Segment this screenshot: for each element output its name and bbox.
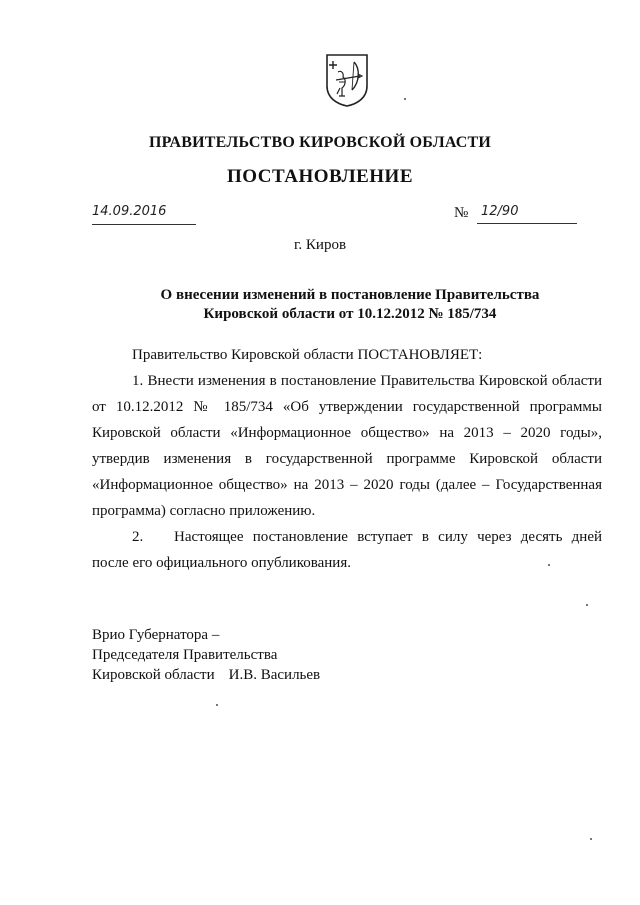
document-date: 14.09.2016 [92,204,196,225]
organization-title: ПРАВИТЕЛЬСТВО КИРОВСКОЙ ОБЛАСТИ [148,134,492,151]
document-type-title: ПОСТАНОВЛЕНИЕ [226,166,414,187]
signature-line-3 [92,665,320,685]
signature-line-1: Врио Губернатора – [92,627,220,643]
document-body [92,342,602,576]
scan-speck [548,564,550,566]
document-number: 12/90 [477,204,577,224]
scan-speck [586,604,588,606]
document-city: г. Киров [293,237,347,253]
scan-speck [590,838,592,840]
subject-line-2: Кировской области от 10.12.2012 № 185/734 [203,306,497,322]
signature-region: Кировской области [92,667,215,683]
document-number-label: № [454,205,469,221]
signatory-name: И.В. Васильев [228,667,321,683]
item-2-number: 2. [132,529,144,545]
intro-paragraph: Правительство Кировской области ПОСТАНОВЛЯЕТ: [132,347,483,363]
signature-block [92,625,320,685]
item-1-paragraph: 1. Внести изменения в постановление Правительства Кировской области от 10.12.2012 № 185/734 «Об утверждении государственной программы Кировской области «Информационное общество» на 2013 – 2020 годы», утвердив изменения в государственной программе Кировской области «Информационное общество» на 2013 – 2020 годы (далее – Государственная программа) согласно приложению. [92,373,602,519]
kirov-oblast-coat-of-arms-icon [324,52,370,108]
item-2-paragraph [92,524,602,576]
scan-speck [404,98,406,100]
document-subject [140,286,560,324]
scan-speck [216,704,218,706]
item-2-text: Настоящее постановление вступает в силу через десять дней после его официального опубликования. [92,529,602,571]
subject-line-1: О внесении изменений в постановление Правительства [160,287,540,303]
signature-line-2: Председателя Правительства [92,647,278,663]
